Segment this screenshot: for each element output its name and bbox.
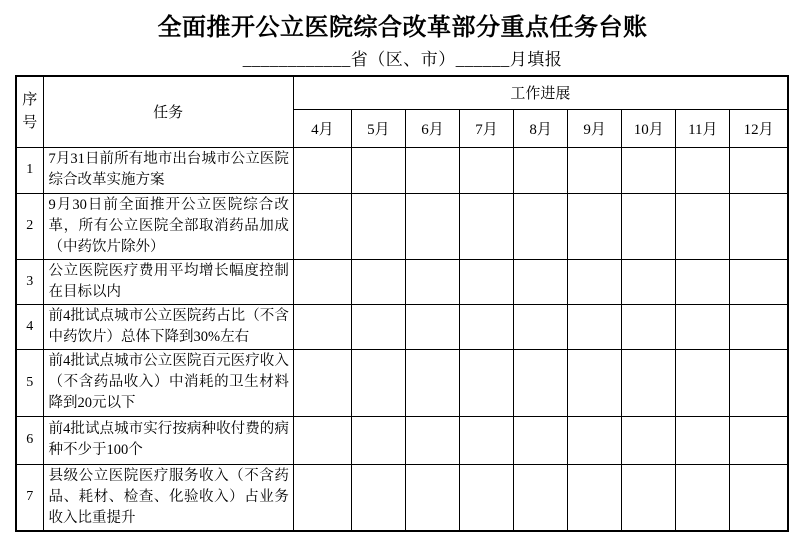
progress-cell-empty: [405, 416, 459, 464]
header-row-progress: [16, 76, 788, 109]
row-number: 4: [16, 304, 43, 349]
progress-cell-empty: [568, 349, 622, 416]
progress-cell-empty: [676, 193, 730, 259]
progress-cell-empty: [351, 464, 405, 531]
task-cell: 县级公立医院医疗服务收入（不含药品、耗材、检查、化验收入）占业务收入比重提升: [43, 464, 293, 531]
progress-cell-empty: [293, 193, 351, 259]
progress-cell-empty: [730, 464, 788, 531]
progress-cell-empty: [622, 349, 676, 416]
progress-cell-empty: [568, 147, 622, 193]
progress-cell-empty: [514, 259, 568, 304]
table-row: [16, 193, 788, 259]
progress-cell-empty: [293, 259, 351, 304]
progress-cell-empty: [622, 416, 676, 464]
task-cell: 前4批试点城市实行按病种收付费的病种不少于100个: [43, 416, 293, 464]
progress-cell-empty: [622, 193, 676, 259]
progress-cell-empty: [568, 259, 622, 304]
table-row: [16, 259, 788, 304]
table-row: [16, 464, 788, 531]
progress-cell-empty: [460, 147, 514, 193]
progress-cell-empty: [293, 416, 351, 464]
task-ledger-table: [15, 75, 789, 532]
progress-cell-empty: [351, 259, 405, 304]
progress-cell-empty: [293, 464, 351, 531]
progress-cell-empty: [676, 304, 730, 349]
progress-cell-empty: [568, 416, 622, 464]
table-row: [16, 349, 788, 416]
page-title: 全面推开公立医院综合改革部分重点任务台账: [157, 15, 648, 41]
header-month-dec: 12月: [730, 109, 788, 147]
progress-cell-empty: [514, 464, 568, 531]
progress-cell-empty: [460, 349, 514, 416]
progress-cell-empty: [676, 259, 730, 304]
header-month-oct: 10月: [622, 109, 676, 147]
progress-cell-empty: [622, 464, 676, 531]
progress-cell-empty: [460, 259, 514, 304]
progress-cell-empty: [405, 259, 459, 304]
progress-cell-empty: [351, 147, 405, 193]
task-cell: 9月30日前全面推开公立医院综合改革，所有公立医院全部取消药品加成（中药饮片除外）: [43, 193, 293, 259]
task-cell: 公立医院医疗费用平均增长幅度控制在目标以内: [43, 259, 293, 304]
progress-cell-empty: [514, 193, 568, 259]
progress-cell-empty: [405, 349, 459, 416]
progress-cell-empty: [568, 464, 622, 531]
progress-cell-empty: [293, 147, 351, 193]
table-row: [16, 147, 788, 193]
header-month-jul: 7月: [460, 109, 514, 147]
progress-cell-empty: [622, 304, 676, 349]
progress-cell-empty: [622, 147, 676, 193]
row-number: 5: [16, 349, 43, 416]
progress-cell-empty: [405, 464, 459, 531]
progress-cell-empty: [568, 193, 622, 259]
task-cell: 7月31日前所有地市出台城市公立医院综合改革实施方案: [43, 147, 293, 193]
progress-cell-empty: [405, 304, 459, 349]
progress-cell-empty: [351, 416, 405, 464]
header-month-sep: 9月: [568, 109, 622, 147]
progress-cell-empty: [460, 304, 514, 349]
progress-cell-empty: [351, 304, 405, 349]
row-number: 7: [16, 464, 43, 531]
header-month-aug: 8月: [514, 109, 568, 147]
progress-cell-empty: [460, 464, 514, 531]
progress-cell-empty: [676, 147, 730, 193]
row-number: 3: [16, 259, 43, 304]
progress-cell-empty: [293, 304, 351, 349]
progress-cell-empty: [730, 147, 788, 193]
progress-cell-empty: [351, 349, 405, 416]
progress-cell-empty: [730, 349, 788, 416]
progress-cell-empty: [460, 416, 514, 464]
header-work-progress: 工作进展: [293, 76, 788, 109]
header-serial: 序号: [16, 76, 43, 147]
header-month-jun: 6月: [405, 109, 459, 147]
task-cell: 前4批试点城市公立医院百元医疗收入（不含药品收入）中消耗的卫生材料降到20元以下: [43, 349, 293, 416]
header-month-nov: 11月: [676, 109, 730, 147]
progress-cell-empty: [676, 416, 730, 464]
table-row: [16, 416, 788, 464]
progress-cell-empty: [730, 416, 788, 464]
task-cell: 前4批试点城市公立医院药占比（不含中药饮片）总体下降到30%左右: [43, 304, 293, 349]
progress-cell-empty: [568, 304, 622, 349]
progress-cell-empty: [514, 349, 568, 416]
table-row: [16, 304, 788, 349]
page-subtitle: ____________省（区、市）______月填报: [242, 50, 563, 69]
progress-cell-empty: [622, 259, 676, 304]
row-number: 6: [16, 416, 43, 464]
progress-cell-empty: [730, 193, 788, 259]
progress-cell-empty: [514, 147, 568, 193]
progress-cell-empty: [676, 349, 730, 416]
progress-cell-empty: [351, 193, 405, 259]
progress-cell-empty: [405, 193, 459, 259]
progress-cell-empty: [676, 464, 730, 531]
row-number: 2: [16, 193, 43, 259]
progress-cell-empty: [514, 304, 568, 349]
header-task: 任务: [43, 76, 293, 147]
document-page: [0, 7, 805, 532]
header-month-apr: 4月: [293, 109, 351, 147]
header-month-may: 5月: [351, 109, 405, 147]
progress-cell-empty: [405, 147, 459, 193]
progress-cell-empty: [514, 416, 568, 464]
row-number: 1: [16, 147, 43, 193]
progress-cell-empty: [730, 304, 788, 349]
progress-cell-empty: [730, 259, 788, 304]
progress-cell-empty: [293, 349, 351, 416]
progress-cell-empty: [460, 193, 514, 259]
